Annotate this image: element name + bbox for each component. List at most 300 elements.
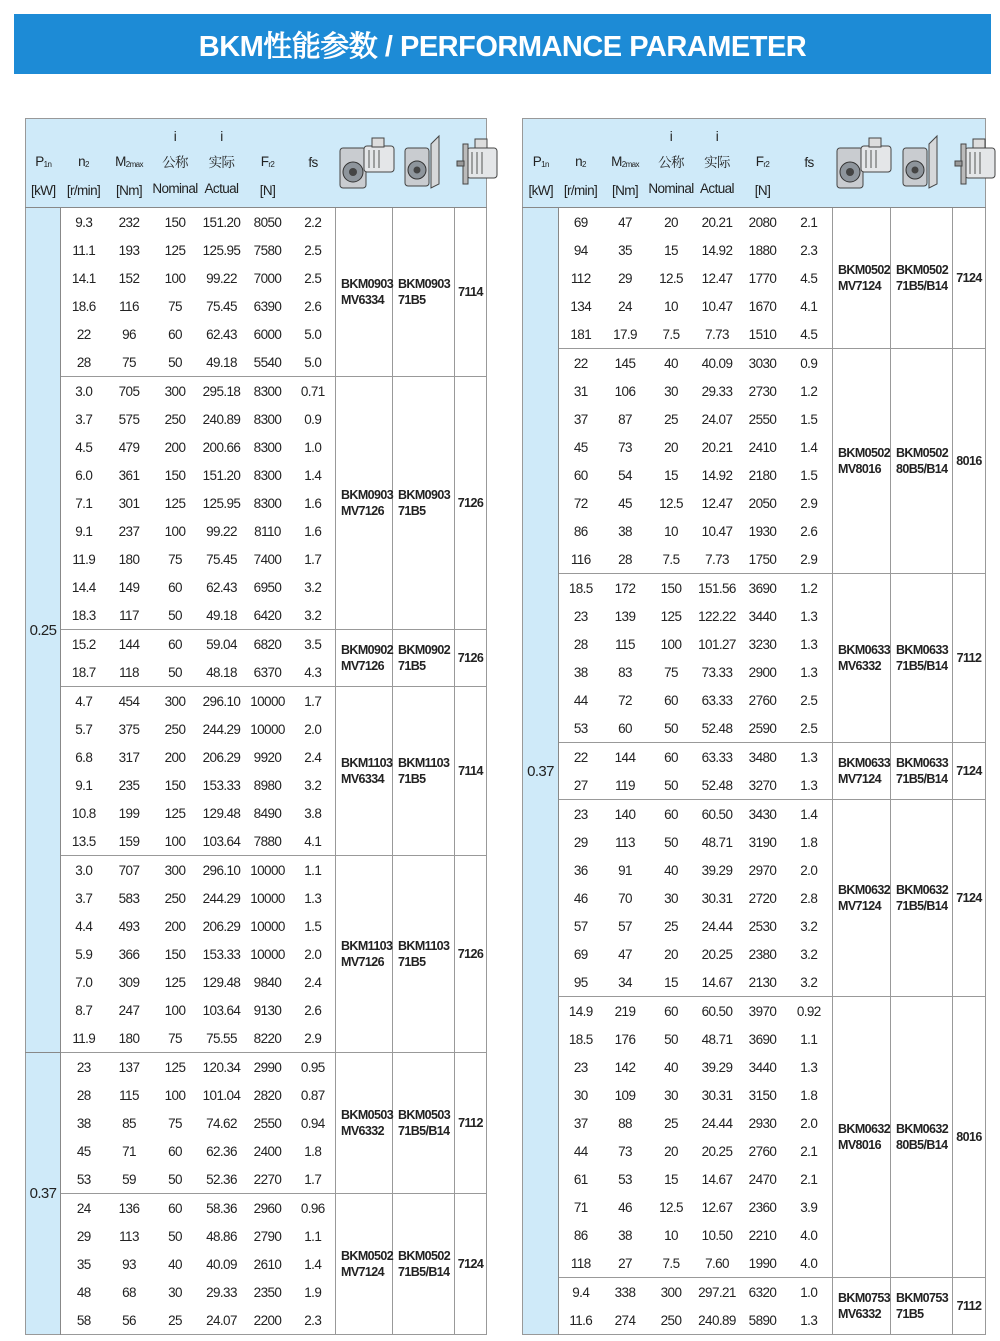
cell-output-torque: 70 — [618, 890, 632, 906]
cell-radial-load: 10000 — [250, 918, 285, 934]
cell-n2: 28 — [76, 354, 91, 370]
cell-ratio-actual: 10.47 — [701, 298, 733, 314]
cell-service-factor: 3.2 — [304, 579, 322, 595]
n2-symbol: $n_2$ — [78, 153, 89, 169]
cell-ratio-actual: 75.45 — [206, 298, 237, 314]
i_actual-label-en: Actual — [700, 181, 734, 196]
cell-output-torque: 88 — [618, 1115, 632, 1131]
cell-output-torque: 172 — [603, 574, 648, 603]
cell-ratio-nominal: 20 — [664, 946, 678, 962]
cell-ratio-actual: 59.04 — [199, 630, 245, 659]
cell-n2: 46 — [573, 890, 588, 906]
cell-ratio-actual: 48.71 — [701, 1031, 733, 1047]
cell-output-torque: 115 — [119, 1087, 139, 1103]
gearbox-model: BKM0633 71B5/B14 — [891, 574, 953, 743]
cell-n2: 11.1 — [72, 242, 96, 258]
gearbox-model: BKM0502 71B5/B14 — [393, 1194, 455, 1335]
cell-ratio-actual: 40.09 — [695, 349, 740, 378]
cell-ratio-nominal: 300 — [152, 856, 199, 885]
cell-n2: 14.1 — [71, 270, 96, 286]
n2-symbol: $n_2$ — [575, 153, 586, 169]
cell-ratio-actual: 75.55 — [206, 1030, 237, 1046]
cell-output-torque: 219 — [603, 997, 648, 1026]
cell-service-factor: 0.9 — [786, 349, 833, 378]
cell-radial-load: 2790 — [253, 1228, 282, 1244]
cell-output-torque: 149 — [118, 579, 140, 595]
cell-n2: 60 — [573, 467, 588, 483]
cell-service-factor: 1.4 — [800, 439, 818, 455]
cell-ratio-actual: 24.44 — [701, 1115, 733, 1131]
cell-n2: 18.3 — [71, 607, 96, 623]
cell-output-torque: 144 — [107, 630, 152, 659]
cell-ratio-actual: 29.33 — [701, 383, 733, 399]
cell-radial-load: 2080 — [740, 208, 786, 237]
cell-ratio-nominal: 20 — [664, 439, 678, 455]
cell-output-torque: 96 — [122, 326, 136, 342]
cell-output-torque: 113 — [615, 834, 635, 850]
cell-n2: 13.5 — [71, 833, 96, 849]
cell-ratio-nominal: 7.5 — [662, 551, 680, 567]
cell-ratio-actual: 101.04 — [202, 1087, 241, 1103]
cell-service-factor: 1.1 — [304, 1228, 322, 1244]
cell-output-torque: 707 — [107, 856, 152, 885]
cell-radial-load: 2270 — [253, 1171, 282, 1187]
cell-radial-load: 10000 — [245, 687, 291, 716]
f-unit: [N] — [259, 182, 276, 198]
cell-service-factor: 4.0 — [800, 1227, 818, 1243]
title-bar — [14, 14, 991, 74]
cell-ratio-actual: 12.47 — [701, 270, 733, 286]
cell-radial-load: 2970 — [748, 862, 777, 878]
gearbox-model: BKM0902 71B5 — [393, 630, 455, 687]
cell-service-factor: 0.92 — [786, 997, 833, 1026]
cell-ratio-actual: 10.47 — [701, 523, 733, 539]
cell-ratio-actual: 30.31 — [701, 1087, 733, 1103]
cell-service-factor: 1.1 — [800, 1031, 818, 1047]
cell-ratio-nominal: 30 — [168, 1284, 182, 1300]
cell-ratio-nominal: 25 — [664, 411, 678, 427]
cell-service-factor: 4.3 — [304, 664, 322, 680]
cell-ratio-nominal: 150 — [164, 946, 186, 962]
cell-service-factor: 3.2 — [304, 777, 322, 793]
motor-code: 8016 — [953, 997, 986, 1278]
worm-gearbox-flange-icon — [891, 134, 953, 192]
cell-ratio-actual: 151.20 — [202, 467, 241, 483]
cell-radial-load: 3480 — [740, 743, 786, 772]
cell-ratio-nominal: 60 — [648, 800, 695, 829]
cell-output-torque: 47 — [603, 208, 648, 237]
motor-code: 7124 — [953, 208, 986, 349]
n2-unit: [r/min] — [66, 182, 101, 198]
cell-output-torque: 38 — [618, 1227, 632, 1243]
cell-service-factor: 2.0 — [304, 946, 322, 962]
cell-ratio-actual: 24.07 — [206, 1312, 237, 1328]
cell-service-factor: 4.1 — [304, 833, 322, 849]
cell-output-torque: 45 — [618, 495, 632, 511]
cell-output-torque: 117 — [119, 607, 139, 623]
cell-n2: 112 — [570, 270, 591, 286]
cell-output-torque: 375 — [118, 721, 140, 737]
cell-ratio-nominal: 60 — [152, 1194, 199, 1223]
cell-service-factor: 2.4 — [304, 974, 322, 990]
i_actual-symbol: i — [715, 129, 719, 144]
cell-radial-load: 2350 — [253, 1284, 282, 1300]
m-symbol: $M_{2max}$ — [115, 153, 143, 169]
cell-output-torque: 46 — [618, 1199, 632, 1215]
cell-service-factor: 5.0 — [304, 354, 322, 370]
cell-radial-load: 2130 — [748, 974, 777, 990]
cell-ratio-actual: 60.50 — [695, 997, 740, 1026]
gearmotor-model: BKM0633 MV7124 — [833, 743, 891, 800]
cell-output-torque: 159 — [118, 833, 140, 849]
header-icon-motor — [953, 119, 986, 208]
cell-service-factor: 2.5 — [304, 242, 322, 258]
cell-radial-load: 6390 — [253, 298, 282, 314]
cell-ratio-actual: 244.29 — [202, 721, 241, 737]
cell-radial-load: 10000 — [250, 721, 285, 737]
cell-ratio-actual: 20.21 — [701, 439, 733, 455]
f-symbol: $F_{r2}$ — [260, 153, 275, 169]
cell-ratio-actual: 99.22 — [206, 523, 237, 539]
header-power — [26, 119, 61, 208]
cell-output-torque: 72 — [618, 692, 632, 708]
cell-n2: 71 — [573, 1199, 588, 1215]
cell-radial-load: 1990 — [748, 1255, 777, 1271]
cell-service-factor: 2.3 — [304, 1312, 322, 1328]
cell-service-factor: 2.1 — [800, 1171, 818, 1187]
cell-ratio-nominal: 75 — [664, 664, 678, 680]
cell-output-torque: 235 — [118, 777, 140, 793]
cell-n2: 72 — [573, 495, 588, 511]
cell-ratio-nominal: 12.5 — [659, 495, 683, 511]
cell-service-factor: 1.7 — [304, 1171, 322, 1187]
cell-n2: 3.7 — [75, 411, 93, 427]
cell-output-torque: 116 — [119, 298, 139, 314]
header-ratio-nominal — [152, 119, 199, 208]
cell-ratio-actual: 62.43 — [206, 579, 237, 595]
table-row — [523, 997, 986, 1026]
cell-output-torque: 106 — [614, 383, 636, 399]
table-row — [26, 630, 487, 659]
header-ratio-actual — [199, 119, 245, 208]
cell-ratio-nominal: 60 — [664, 692, 678, 708]
m-unit: [Nm] — [115, 182, 143, 198]
motor-code: 7126 — [455, 856, 487, 1053]
cell-ratio-nominal: 40 — [664, 1059, 678, 1075]
cell-n2: 116 — [570, 551, 591, 567]
cell-ratio-actual: 297.21 — [695, 1278, 740, 1307]
i_nominal-label-en: Nominal — [152, 181, 198, 196]
cell-n2: 44 — [573, 1143, 588, 1159]
cell-n2: 5.9 — [75, 946, 93, 962]
cell-ratio-actual: 20.21 — [695, 208, 740, 237]
cell-ratio-nominal: 75 — [168, 298, 182, 314]
header-icon-gearmotor — [833, 119, 891, 208]
cell-output-torque: 144 — [603, 743, 648, 772]
cell-ratio-nominal: 60 — [168, 326, 182, 342]
cell-n2: 14.9 — [559, 997, 603, 1026]
cell-output-torque: 232 — [107, 208, 152, 237]
cell-radial-load: 2530 — [748, 918, 777, 934]
cell-radial-load: 7400 — [253, 551, 282, 567]
cell-ratio-nominal: 300 — [648, 1278, 695, 1307]
cell-output-torque: 152 — [118, 270, 140, 286]
cell-service-factor: 2.1 — [786, 208, 833, 237]
cell-ratio-actual: 40.09 — [206, 1256, 237, 1272]
cell-service-factor: 1.5 — [800, 467, 818, 483]
cell-service-factor: 1.8 — [304, 1143, 322, 1159]
cell-service-factor: 1.5 — [800, 411, 818, 427]
cell-ratio-nominal: 15 — [664, 467, 678, 483]
p-unit: [kW] — [30, 182, 56, 198]
gearbox-model: BKM0502 80B5/B14 — [891, 349, 953, 574]
cell-n2: 5.7 — [75, 721, 93, 737]
cell-service-factor: 0.71 — [291, 377, 336, 406]
gearmotor-model: BKM0753 MV6332 — [833, 1278, 891, 1335]
motor-code: 8016 — [953, 349, 986, 574]
cell-service-factor: 1.8 — [800, 834, 818, 850]
cell-n2: 23 — [573, 608, 588, 624]
cell-n2: 23 — [559, 800, 603, 829]
cell-output-torque: 73 — [618, 439, 632, 455]
cell-n2: 69 — [559, 208, 603, 237]
cell-radial-load: 6950 — [253, 579, 282, 595]
cell-output-torque: 59 — [122, 1171, 136, 1187]
cell-output-torque: 137 — [107, 1053, 152, 1082]
cell-output-torque: 366 — [118, 946, 140, 962]
cell-output-torque: 113 — [119, 1228, 139, 1244]
cell-radial-load: 3150 — [748, 1087, 777, 1103]
cell-radial-load: 3430 — [740, 800, 786, 829]
cell-n2: 134 — [570, 298, 592, 314]
p-symbol: $P_{1n}$ — [35, 153, 52, 169]
cell-ratio-nominal: 100 — [164, 270, 186, 286]
motor-code: 7114 — [455, 687, 487, 856]
cell-output-torque: 136 — [107, 1194, 152, 1223]
cell-output-torque: 53 — [618, 1171, 632, 1187]
gearmotor-model: BKM0902 MV7126 — [336, 630, 393, 687]
cell-ratio-actual: 74.62 — [206, 1115, 237, 1131]
cell-radial-load: 3440 — [748, 608, 777, 624]
cell-service-factor: 3.2 — [800, 918, 818, 934]
cell-ratio-actual: 39.29 — [701, 1059, 733, 1075]
electric-motor-icon — [953, 134, 986, 192]
cell-n2: 53 — [573, 720, 588, 736]
cell-radial-load: 1670 — [748, 298, 777, 314]
cell-output-torque: 83 — [618, 664, 632, 680]
header-radial-load — [245, 119, 291, 208]
cell-radial-load: 2050 — [748, 495, 777, 511]
cell-ratio-nominal: 150 — [648, 574, 695, 603]
cell-ratio-nominal: 60 — [152, 630, 199, 659]
cell-n2: 69 — [573, 946, 588, 962]
cell-n2: 94 — [573, 242, 588, 258]
cell-ratio-actual: 7.60 — [705, 1255, 729, 1271]
cell-ratio-actual: 296.10 — [199, 856, 245, 885]
cell-output-torque: 193 — [118, 242, 140, 258]
table-row — [523, 574, 986, 603]
cell-service-factor: 2.5 — [304, 270, 322, 286]
cell-service-factor: 4.1 — [800, 298, 818, 314]
cell-radial-load: 2550 — [253, 1115, 282, 1131]
cell-radial-load: 3690 — [748, 1031, 777, 1047]
cell-service-factor: 1.3 — [800, 777, 818, 793]
cell-n2: 28 — [573, 636, 588, 652]
motor-code: 7112 — [455, 1053, 487, 1194]
cell-ratio-nominal: 150 — [152, 208, 199, 237]
cell-n2: 4.4 — [75, 918, 93, 934]
cell-service-factor: 1.3 — [800, 636, 818, 652]
electric-motor-icon — [455, 134, 487, 192]
table-row — [523, 349, 986, 378]
power-cell: 0.25 — [26, 208, 61, 1053]
cell-n2: 45 — [573, 439, 588, 455]
cell-radial-load: 8980 — [253, 777, 282, 793]
cell-n2: 35 — [76, 1256, 91, 1272]
cell-ratio-actual: 73.33 — [701, 664, 733, 680]
cell-radial-load: 8300 — [253, 495, 282, 511]
cell-output-torque: 274 — [614, 1312, 636, 1328]
cell-service-factor: 2.6 — [800, 523, 818, 539]
cell-ratio-actual: 30.31 — [701, 890, 733, 906]
cell-ratio-actual: 12.67 — [701, 1199, 733, 1215]
cell-ratio-nominal: 75 — [168, 551, 182, 567]
cell-radial-load: 8300 — [245, 377, 291, 406]
motor-code: 7112 — [953, 574, 986, 743]
motor-code: 7126 — [455, 630, 487, 687]
cell-ratio-actual: 75.45 — [206, 551, 237, 567]
p-unit: [kW] — [528, 182, 554, 198]
cell-ratio-nominal: 40 — [664, 862, 678, 878]
cell-n2: 58 — [76, 1312, 91, 1328]
cell-service-factor: 1.8 — [800, 1087, 818, 1103]
cell-n2: 11.9 — [72, 551, 96, 567]
cell-ratio-nominal: 125 — [164, 974, 186, 990]
cell-ratio-nominal: 300 — [152, 377, 199, 406]
cell-radial-load: 2760 — [748, 1143, 777, 1159]
cell-output-torque: 583 — [118, 890, 140, 906]
header-fs — [786, 119, 833, 208]
cell-output-torque: 34 — [618, 974, 632, 990]
cell-n2: 45 — [76, 1143, 91, 1159]
cell-output-torque: 237 — [118, 523, 140, 539]
cell-n2: 22 — [76, 326, 91, 342]
cell-service-factor: 2.9 — [800, 495, 818, 511]
cell-n2: 15.2 — [61, 630, 107, 659]
cell-ratio-nominal: 50 — [664, 834, 678, 850]
m-symbol: $M_{2max}$ — [611, 153, 639, 169]
cell-ratio-actual: 129.48 — [202, 974, 241, 990]
cell-ratio-nominal: 50 — [664, 1031, 678, 1047]
cell-service-factor: 2.3 — [800, 242, 818, 258]
header-torque — [603, 119, 648, 208]
cell-n2: 30 — [573, 1087, 588, 1103]
cell-service-factor: 2.2 — [291, 208, 336, 237]
cell-n2: 11.9 — [72, 1030, 96, 1046]
cell-output-torque: 57 — [618, 918, 632, 934]
cell-ratio-actual: 122.22 — [698, 608, 736, 624]
gearbox-model: BKM0633 71B5/B14 — [891, 743, 953, 800]
table-row — [26, 208, 487, 237]
cell-ratio-nominal: 125 — [152, 1053, 199, 1082]
cell-ratio-nominal: 100 — [164, 523, 186, 539]
cell-ratio-actual: 14.92 — [701, 467, 733, 483]
performance-table-right — [522, 118, 986, 1335]
cell-ratio-actual: 20.25 — [701, 946, 733, 962]
cell-radial-load: 3230 — [748, 636, 777, 652]
cell-output-torque: 118 — [119, 664, 139, 680]
cell-ratio-actual: 153.33 — [202, 777, 241, 793]
cell-ratio-actual: 48.86 — [206, 1228, 237, 1244]
cell-radial-load: 1930 — [748, 523, 777, 539]
motor-code: 7124 — [953, 743, 986, 800]
cell-service-factor: 2.8 — [800, 890, 818, 906]
cell-n2: 29 — [76, 1228, 91, 1244]
i_nominal-label-en: Nominal — [648, 181, 694, 196]
cell-n2: 18.5 — [568, 1031, 593, 1047]
cell-ratio-nominal: 30 — [664, 383, 678, 399]
cell-output-torque: 28 — [618, 551, 632, 567]
cell-output-torque: 115 — [615, 636, 635, 652]
gearmotor-model: BKM0502 MV8016 — [833, 349, 891, 574]
cell-service-factor: 1.0 — [786, 1278, 833, 1307]
header-fs — [291, 119, 336, 208]
header-icon-gearbox — [891, 119, 953, 208]
cell-service-factor: 1.5 — [304, 918, 322, 934]
cell-ratio-actual: 120.34 — [199, 1053, 245, 1082]
cell-ratio-actual: 62.36 — [206, 1143, 237, 1159]
cell-n2: 9.3 — [61, 208, 107, 237]
cell-ratio-actual: 206.29 — [202, 749, 241, 765]
cell-service-factor: 1.0 — [304, 439, 322, 455]
cell-ratio-actual: 39.29 — [701, 862, 733, 878]
cell-ratio-actual: 63.33 — [701, 692, 733, 708]
cell-n2: 181 — [570, 326, 592, 342]
cell-ratio-nominal: 50 — [664, 720, 678, 736]
cell-service-factor: 4.0 — [800, 1255, 818, 1271]
cell-output-torque: 71 — [122, 1143, 136, 1159]
cell-n2: 38 — [76, 1115, 91, 1131]
cell-ratio-actual: 14.92 — [701, 242, 733, 258]
f-symbol: $F_{r2}$ — [755, 153, 770, 169]
cell-n2: 7.0 — [75, 974, 93, 990]
gearbox-model: BKM1103 71B5 — [393, 856, 455, 1053]
cell-output-torque: 705 — [107, 377, 152, 406]
cell-output-torque: 73 — [618, 1143, 632, 1159]
cell-service-factor: 2.4 — [304, 749, 322, 765]
header-n2 — [61, 119, 107, 208]
cell-ratio-actual: 7.73 — [705, 326, 729, 342]
cell-service-factor: 4.5 — [800, 326, 818, 342]
cell-ratio-nominal: 150 — [164, 467, 186, 483]
gearmotor-model: BKM0502 MV7124 — [833, 208, 891, 349]
cell-ratio-nominal: 250 — [164, 721, 186, 737]
cell-output-torque: 139 — [614, 608, 636, 624]
cell-ratio-actual: 49.18 — [206, 607, 237, 623]
cell-ratio-actual: 125.95 — [202, 242, 241, 258]
cell-service-factor: 1.6 — [304, 523, 322, 539]
cell-n2: 11.6 — [569, 1312, 593, 1328]
cell-ratio-actual: 125.95 — [202, 495, 241, 511]
cell-ratio-actual: 296.10 — [199, 687, 245, 716]
power-cell: 0.37 — [523, 208, 559, 1335]
cell-ratio-nominal: 10 — [664, 298, 678, 314]
cell-radial-load: 6000 — [253, 326, 282, 342]
gearmotor-model: BKM0903 MV6334 — [336, 208, 393, 377]
cell-n2: 6.0 — [75, 467, 93, 483]
cell-ratio-nominal: 7.5 — [662, 326, 680, 342]
cell-service-factor: 1.1 — [291, 856, 336, 885]
